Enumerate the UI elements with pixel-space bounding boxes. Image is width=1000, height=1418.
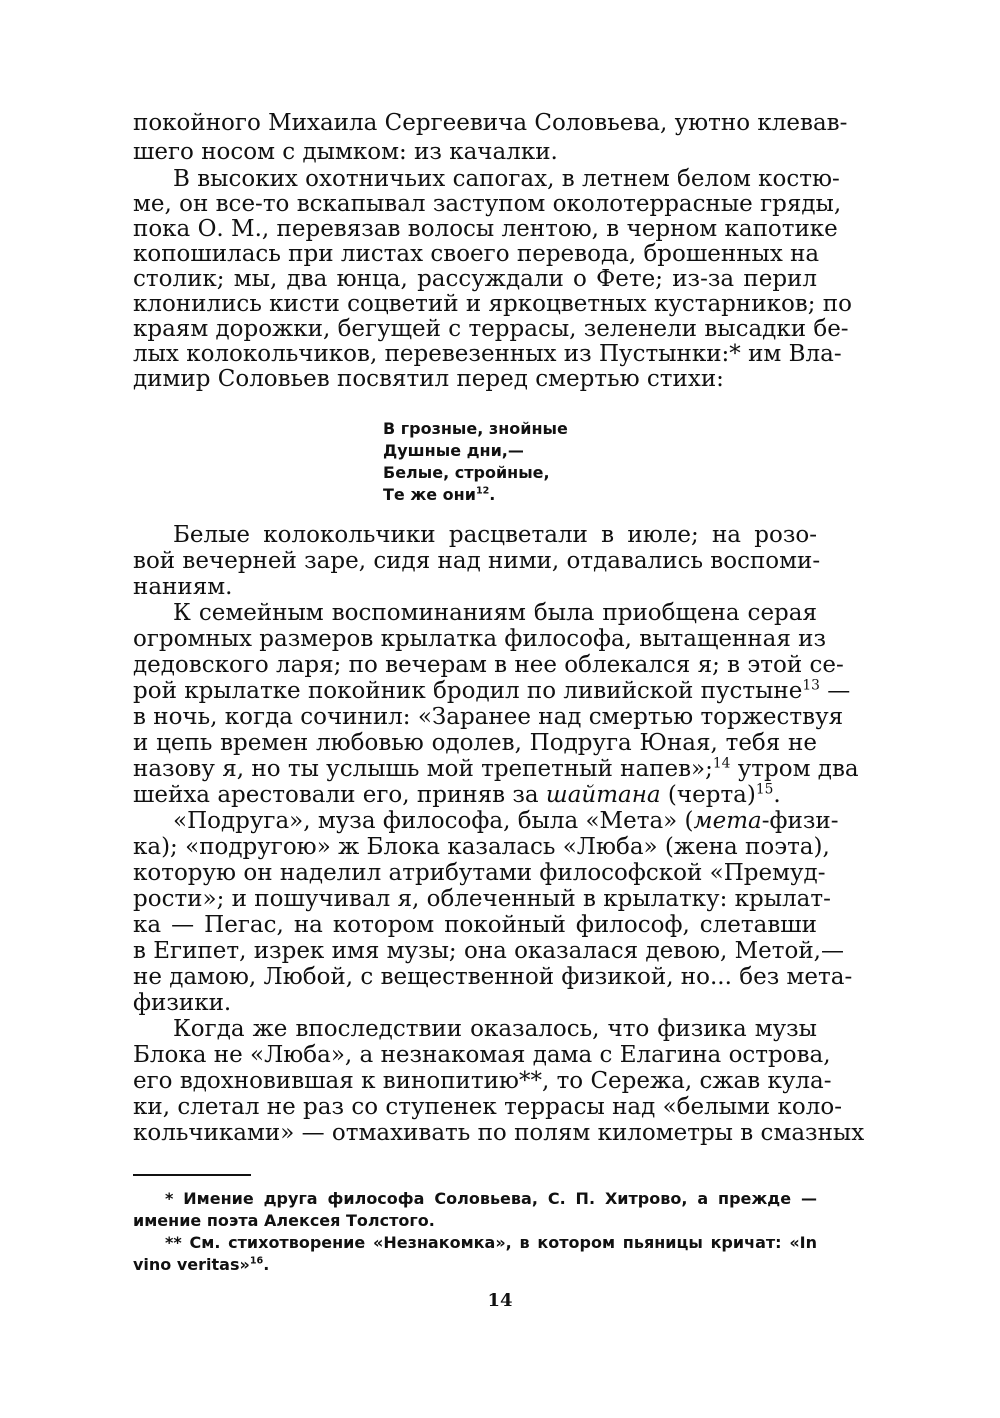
poem-line: Душные дни,— (383, 441, 524, 460)
text-line: «Подруга», муза философа, была «Мета» (мета-физи- (173, 808, 839, 834)
italic-word: шайтана (545, 782, 661, 808)
text-line: наниям. (133, 574, 233, 600)
text-line: димир Соловьев посвятил перед смертью стихи: (133, 366, 724, 392)
text-line: физики. (133, 990, 232, 1016)
text-line: Когда же впоследствии оказалось, что физика музы (173, 1016, 817, 1042)
text-line: ка — Пегас, на котором покойный философ, слетавши (133, 912, 817, 938)
text-line: рой крылатке покойник бродил по ливийской пустыне$^{13}$ — (133, 677, 851, 704)
text-line: пока О. М., перевязав волосы лентою, в черном капотике (133, 216, 838, 242)
text-line: клонились кисти соцветий и яркоцветных кустарников; по (133, 291, 852, 317)
note-ref: 14 (712, 755, 731, 772)
text-line: огромных размеров крылатка философа, вытащенная из (133, 626, 827, 652)
text-line: рости»; и пошучивал я, облеченный в крылатку: крылат- (133, 886, 831, 912)
text-line: в ночь, когда сочинил: «Заранее над смертью торжествуя (133, 704, 844, 730)
text-line: К семейным воспоминаниям была приобщена серая (173, 600, 817, 626)
text-line: шего носом с дымком: из качалки. (133, 139, 558, 165)
poem-line: Те же они$^{12}$. (383, 485, 496, 504)
text-line: в Египет, изрек имя музы; она оказалася девою, Метой,— (133, 938, 844, 964)
footnote-line: * Имение друга философа Соловьева, С. П. Хитрово, а прежде — (165, 1189, 817, 1208)
italic-word: мета (693, 808, 762, 834)
poem-line: В грозные, знойные (383, 419, 568, 438)
text-line: лых колокольчиков, перевезенных из Пустынки:* им Вла- (133, 341, 842, 367)
poem-quote (383, 418, 568, 506)
text-line: краям дорожки, бегущей с террасы, зеленели высадки бе- (133, 316, 849, 342)
text-line: столик; мы, два юнца, рассуждали о Фете; из-за перил (133, 266, 817, 292)
text-line: вой вечерней заре, сидя над ними, отдавались воспоми- (133, 548, 821, 574)
text-line: В высоких охотничьих сапогах, в летнем белом костю- (173, 166, 840, 192)
text-line: которую он наделил атрибутами философской «Премуд- (133, 860, 826, 886)
text-line: покойного Михаила Сергеевича Соловьева, уютно клевав- (133, 110, 848, 136)
note-ref: 12 (475, 485, 490, 497)
text-line: не дамою, Любой, с вещественной физикой, но... без мета- (133, 964, 853, 990)
note-ref: 15 (755, 781, 774, 798)
text-line: ме, он все-то вскапывал заступом околотеррасные гряды, (133, 191, 842, 217)
footnote-line: vino veritas»$^{16}$. (133, 1255, 270, 1274)
footnote-line: имение поэта Алексея Толстого. (133, 1211, 435, 1230)
text-line: шейха арестовали его, приняв за шайтана (черта)$^{15}$. (133, 781, 781, 808)
poem-line: Белые, стройные, (383, 463, 550, 482)
text-line: Белые колокольчики расцветали в июле; на розо- (173, 522, 817, 548)
text-line: назову я, но ты услышь мой трепетный напев»;$^{14}$ утром два (133, 755, 859, 782)
text-line: Блока не «Люба», а незнакомая дама с Елагина острова, (133, 1042, 831, 1068)
note-ref: 13 (802, 677, 820, 694)
text-line: ка); «подругою» ж Блока казалась «Люба» (жена поэта), (133, 834, 830, 860)
text-line: и цепь времен любовью одолев, Подруга Юная, тебя не (133, 730, 817, 756)
text-line: копошилась при листах своего перевода, брошенных на (133, 241, 820, 267)
text-line: его вдохновившая к винопитию**, то Сережа, сжав кула- (133, 1068, 832, 1094)
footnote-line: ** См. стихотворение «Незнакомка», в котором пьяницы кричат: «In (165, 1233, 817, 1252)
footnote-divider (133, 1174, 251, 1176)
text-line: ки, слетал не раз со ступенек террасы над «белыми коло- (133, 1094, 843, 1120)
page-number: 14 (487, 1290, 513, 1311)
text-line: дедовского ларя; по вечерам в нее облекался я; в этой се- (133, 652, 844, 678)
text-line: кольчиками» — отмахивать по полям километры в смазных (133, 1120, 865, 1146)
note-ref: 16 (249, 1255, 264, 1267)
